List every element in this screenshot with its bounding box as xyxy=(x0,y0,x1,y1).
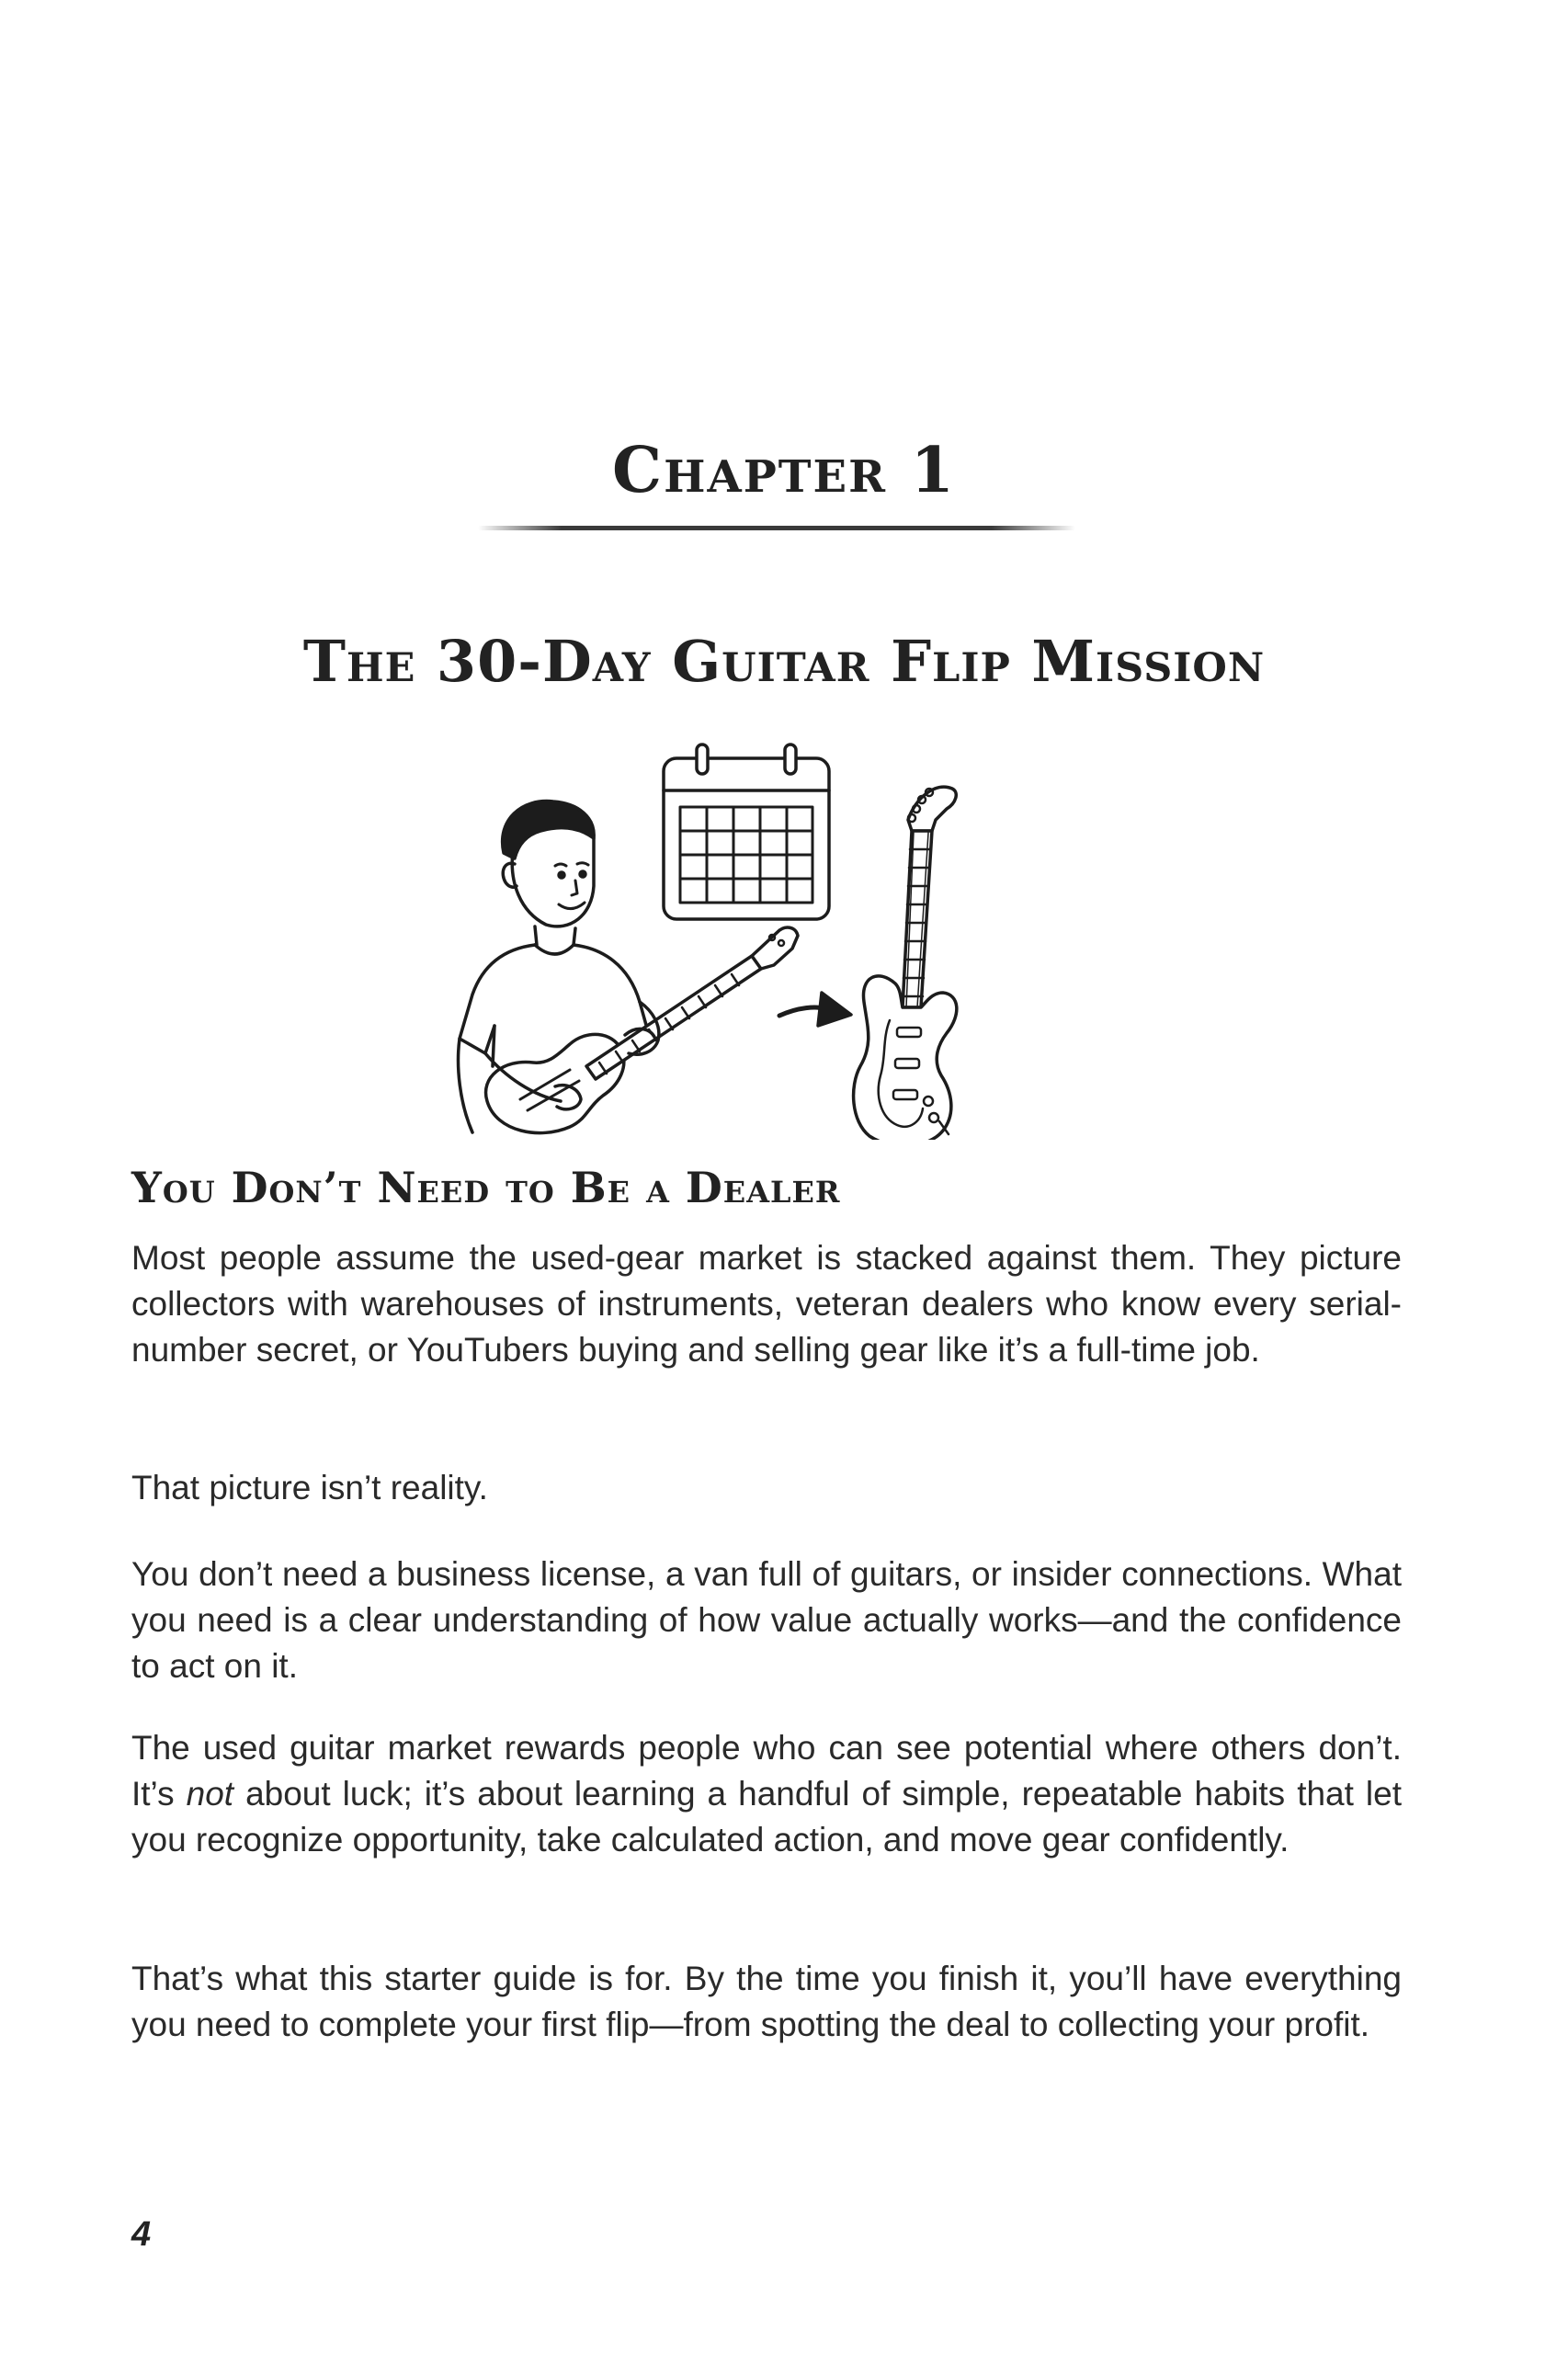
paragraph-1: Most people assume the used-gear market is stacked against them. They picture collectors with warehouses of instruments, veteran dealers who know every serial-number secret, or YouTubers buying and selling gear like it’s a full-time job. xyxy=(131,1239,1402,1369)
chapter-title: The 30-Day Guitar Flip Mission xyxy=(302,628,1266,695)
paragraph-5: That’s what this starter guide is for. By the time you finish it, you’ll have everything you need to complete your first flip—from spotting the deal to collecting your profit. xyxy=(131,1960,1402,2043)
section-heading: You Don’t Need to Be a Dealer xyxy=(131,1163,841,1212)
page-number: 4 xyxy=(131,2215,152,2254)
chapter-illustration xyxy=(432,735,1020,1140)
paragraph-2: That picture isn’t reality. xyxy=(131,1469,488,1506)
paragraph-4-emphasis: not xyxy=(186,1775,234,1813)
paragraph-4 xyxy=(131,1725,1402,1863)
chapter-divider xyxy=(478,526,1075,530)
electric-guitar-icon xyxy=(854,787,957,1140)
calendar-icon xyxy=(664,745,829,919)
paragraph-4-text-start: The used guitar market rewards people who can see potential where others don’t. It’s xyxy=(131,1729,1402,1813)
chapter-label: Chapter 1 xyxy=(612,434,956,507)
paragraph-3: You don’t need a business license, a van full of guitars, or insider connections. What you need is a clear understanding of how value actually works—and the confidence to act on it. xyxy=(131,1555,1402,1685)
paragraph-4-text-end: about luck; it’s about learning a handful of simple, repeatable habits that let you recognize opportunity, take calculated action, and move gear confidently. xyxy=(131,1775,1402,1859)
arrow-right-icon xyxy=(779,993,851,1026)
